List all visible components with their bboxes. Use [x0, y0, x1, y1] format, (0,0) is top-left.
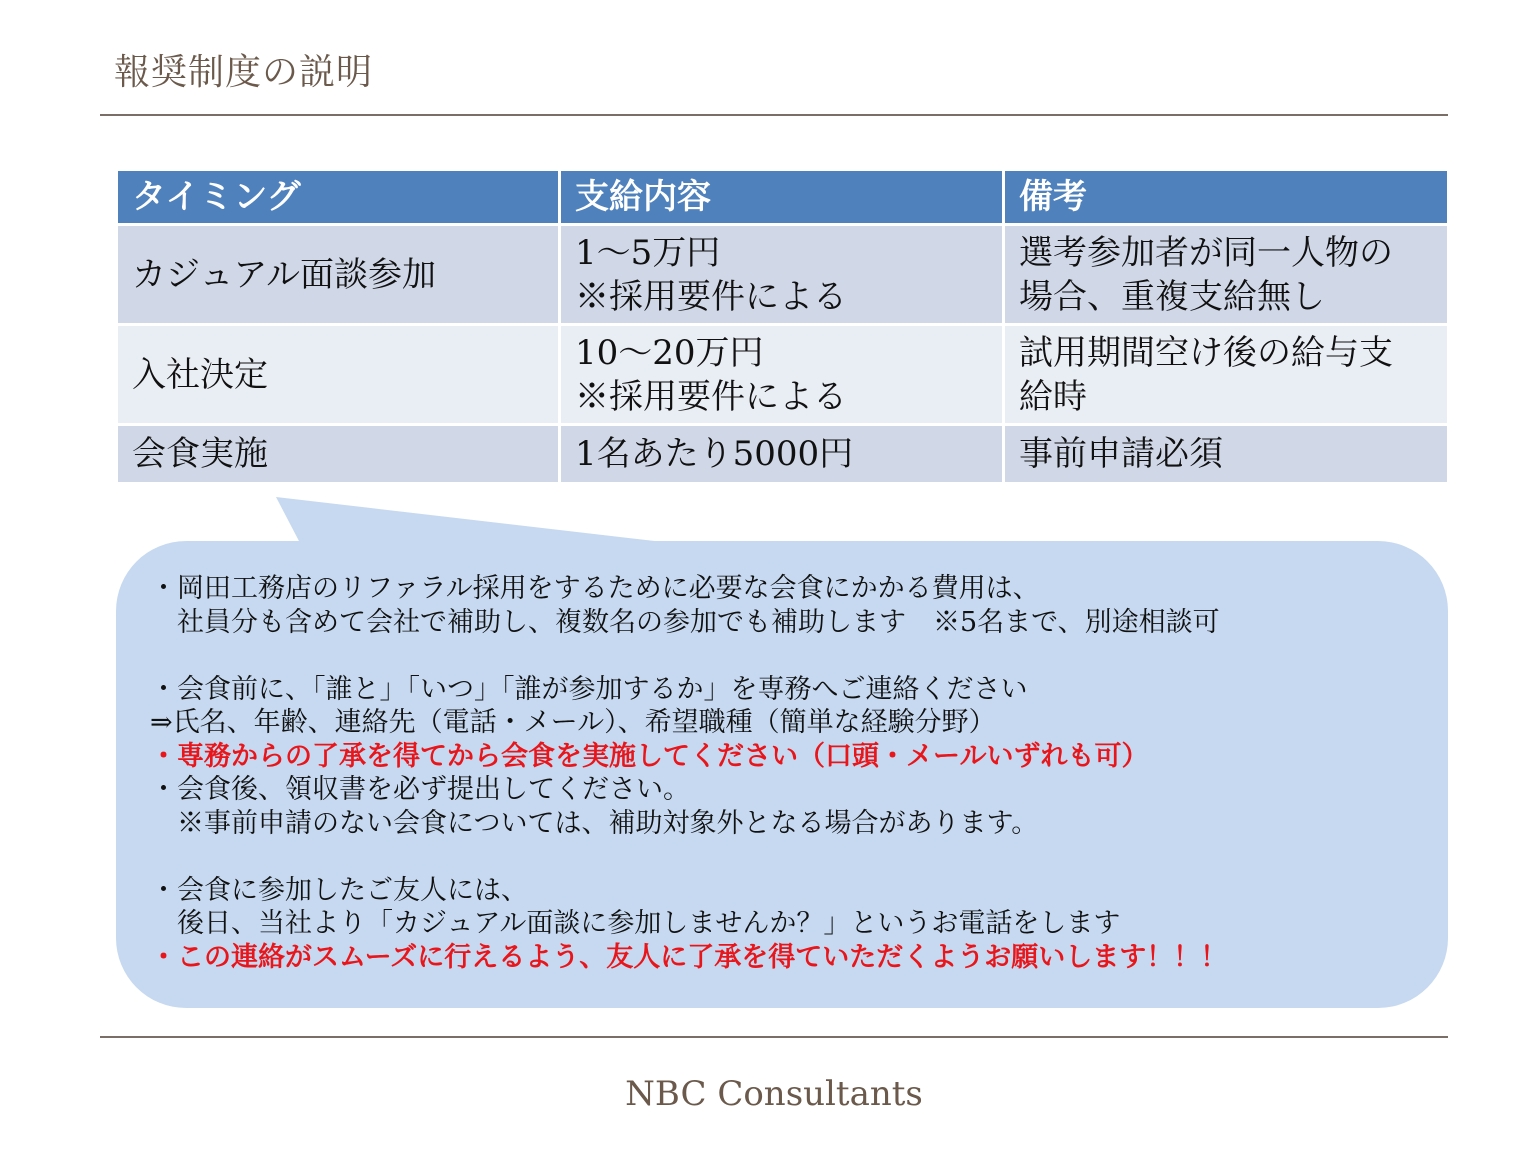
callout-line: 社員分も含めて会社で補助し、複数名の参加でも補助します ※5名まで、別途相談可 — [150, 606, 1220, 638]
callout-line: ・会食に参加したご友人には、 — [150, 874, 528, 906]
callout-line — [150, 639, 1410, 673]
header-note: 備考 — [1004, 170, 1449, 225]
cell-payment: 10～20万円 ※採用要件による — [560, 325, 1004, 425]
callout-line: ・岡田工務店のリファラル採用をするために必要な会食にかかる費用は、 — [150, 573, 1040, 604]
callout-line: ※事前申請のない会食については、補助対象外となる場合があります。 — [150, 807, 1039, 839]
cell-timing: カジュアル面談参加 — [117, 225, 560, 325]
callout-text — [150, 572, 1410, 974]
cell-note: 選考参加者が同一人物の 場合、重複支給無し — [1004, 225, 1449, 325]
cell-note: 試用期間空け後の給与支 給時 — [1004, 325, 1449, 425]
callout-line: ・会食前に、「誰と」「いつ」「誰が参加するか」を専務へご連絡ください — [150, 673, 1028, 705]
reward-table — [115, 168, 1450, 485]
callout-line: ・会食後、領収書を必ず提出してください。 — [150, 774, 690, 805]
callout-line — [150, 840, 1410, 874]
cell-note: 事前申請必須 — [1004, 425, 1449, 484]
callout-line: ⇒氏名、年齢、連絡先（電話・メール）、希望職種（簡単な経験分野） — [150, 707, 996, 738]
footer-brand: NBC Consultants — [625, 1074, 923, 1114]
table-row — [117, 225, 1449, 325]
bottom-divider — [100, 1036, 1448, 1038]
callout-line: 後日、当社より「カジュアル面談に参加しませんか？」というお電話をします — [150, 908, 1121, 939]
cell-timing: 会食実施 — [117, 425, 560, 484]
header-payment: 支給内容 — [560, 170, 1004, 225]
table-row — [117, 425, 1449, 484]
table-row — [117, 325, 1449, 425]
cell-payment: 1～5万円 ※採用要件による — [560, 225, 1004, 325]
cell-timing: 入社決定 — [117, 325, 560, 425]
table-header-row — [117, 170, 1449, 225]
top-divider — [100, 114, 1448, 116]
header-timing: タイミング — [117, 170, 560, 225]
callout-emphasis-line: ・この連絡がスムーズに行えるよう、友人に了承を得ていただくようお願いします！！！ — [150, 941, 1228, 973]
cell-payment: 1名あたり5000円 — [560, 425, 1004, 484]
slide-title: 報奨制度の説明 — [114, 52, 374, 93]
callout-emphasis-line: ・専務からの了承を得てから会食を実施してください（口頭・メールいずれも可） — [150, 740, 1149, 772]
